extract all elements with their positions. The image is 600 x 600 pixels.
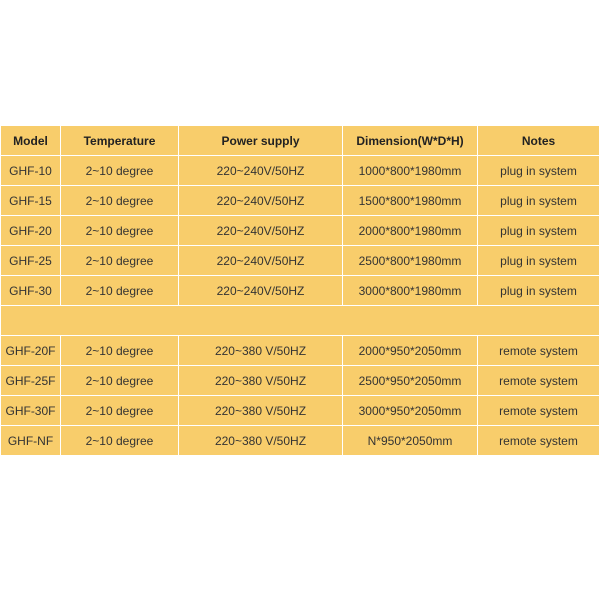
table-row: [1, 186, 600, 216]
cell-temperature: 2~10 degree: [61, 156, 179, 186]
cell-notes: plug in system: [478, 216, 600, 246]
cell-model: GHF-20: [1, 216, 61, 246]
cell-notes: plug in system: [478, 156, 600, 186]
spec-table: [0, 125, 600, 456]
cell-power-supply: 220~380 V/50HZ: [179, 336, 343, 366]
cell-notes: remote system: [478, 426, 600, 456]
cell-model: GHF-30F: [1, 396, 61, 426]
cell-temperature: 2~10 degree: [61, 396, 179, 426]
cell-notes: plug in system: [478, 246, 600, 276]
header-power-supply: Power supply: [179, 126, 343, 156]
cell-dimension: 3000*800*1980mm: [343, 276, 478, 306]
cell-temperature: 2~10 degree: [61, 426, 179, 456]
table-row: [1, 216, 600, 246]
table-row: [1, 426, 600, 456]
cell-dimension: 2500*800*1980mm: [343, 246, 478, 276]
cell-temperature: 2~10 degree: [61, 336, 179, 366]
cell-dimension: 2500*950*2050mm: [343, 366, 478, 396]
cell-notes: remote system: [478, 396, 600, 426]
table-row: [1, 336, 600, 366]
table-row: [1, 276, 600, 306]
cell-power-supply: 220~380 V/50HZ: [179, 426, 343, 456]
cell-dimension: 1500*800*1980mm: [343, 186, 478, 216]
spacer-row: [1, 306, 600, 336]
header-temperature: Temperature: [61, 126, 179, 156]
cell-model: GHF-15: [1, 186, 61, 216]
cell-temperature: 2~10 degree: [61, 186, 179, 216]
cell-power-supply: 220~240V/50HZ: [179, 156, 343, 186]
header-row: [1, 126, 600, 156]
cell-power-supply: 220~240V/50HZ: [179, 246, 343, 276]
cell-notes: plug in system: [478, 186, 600, 216]
cell-dimension: 1000*800*1980mm: [343, 156, 478, 186]
cell-model: GHF-30: [1, 276, 61, 306]
header-model: Model: [1, 126, 61, 156]
cell-temperature: 2~10 degree: [61, 276, 179, 306]
cell-dimension: 2000*800*1980mm: [343, 216, 478, 246]
cell-dimension: 3000*950*2050mm: [343, 396, 478, 426]
cell-model: GHF-10: [1, 156, 61, 186]
cell-model: GHF-25: [1, 246, 61, 276]
table-row: [1, 396, 600, 426]
cell-power-supply: 220~380 V/50HZ: [179, 396, 343, 426]
cell-dimension: 2000*950*2050mm: [343, 336, 478, 366]
cell-notes: remote system: [478, 336, 600, 366]
cell-notes: remote system: [478, 366, 600, 396]
cell-power-supply: 220~240V/50HZ: [179, 216, 343, 246]
cell-temperature: 2~10 degree: [61, 216, 179, 246]
cell-power-supply: 220~240V/50HZ: [179, 276, 343, 306]
cell-dimension: N*950*2050mm: [343, 426, 478, 456]
table-row: [1, 156, 600, 186]
cell-power-supply: 220~240V/50HZ: [179, 186, 343, 216]
cell-notes: plug in system: [478, 276, 600, 306]
cell-power-supply: 220~380 V/50HZ: [179, 366, 343, 396]
cell-model: GHF-20F: [1, 336, 61, 366]
cell-temperature: 2~10 degree: [61, 246, 179, 276]
header-dimension: Dimension(W*D*H): [343, 126, 478, 156]
cell-model: GHF-NF: [1, 426, 61, 456]
table-row: [1, 366, 600, 396]
header-notes: Notes: [478, 126, 600, 156]
spacer-cell: [1, 306, 600, 336]
cell-model: GHF-25F: [1, 366, 61, 396]
table-row: [1, 246, 600, 276]
cell-temperature: 2~10 degree: [61, 366, 179, 396]
